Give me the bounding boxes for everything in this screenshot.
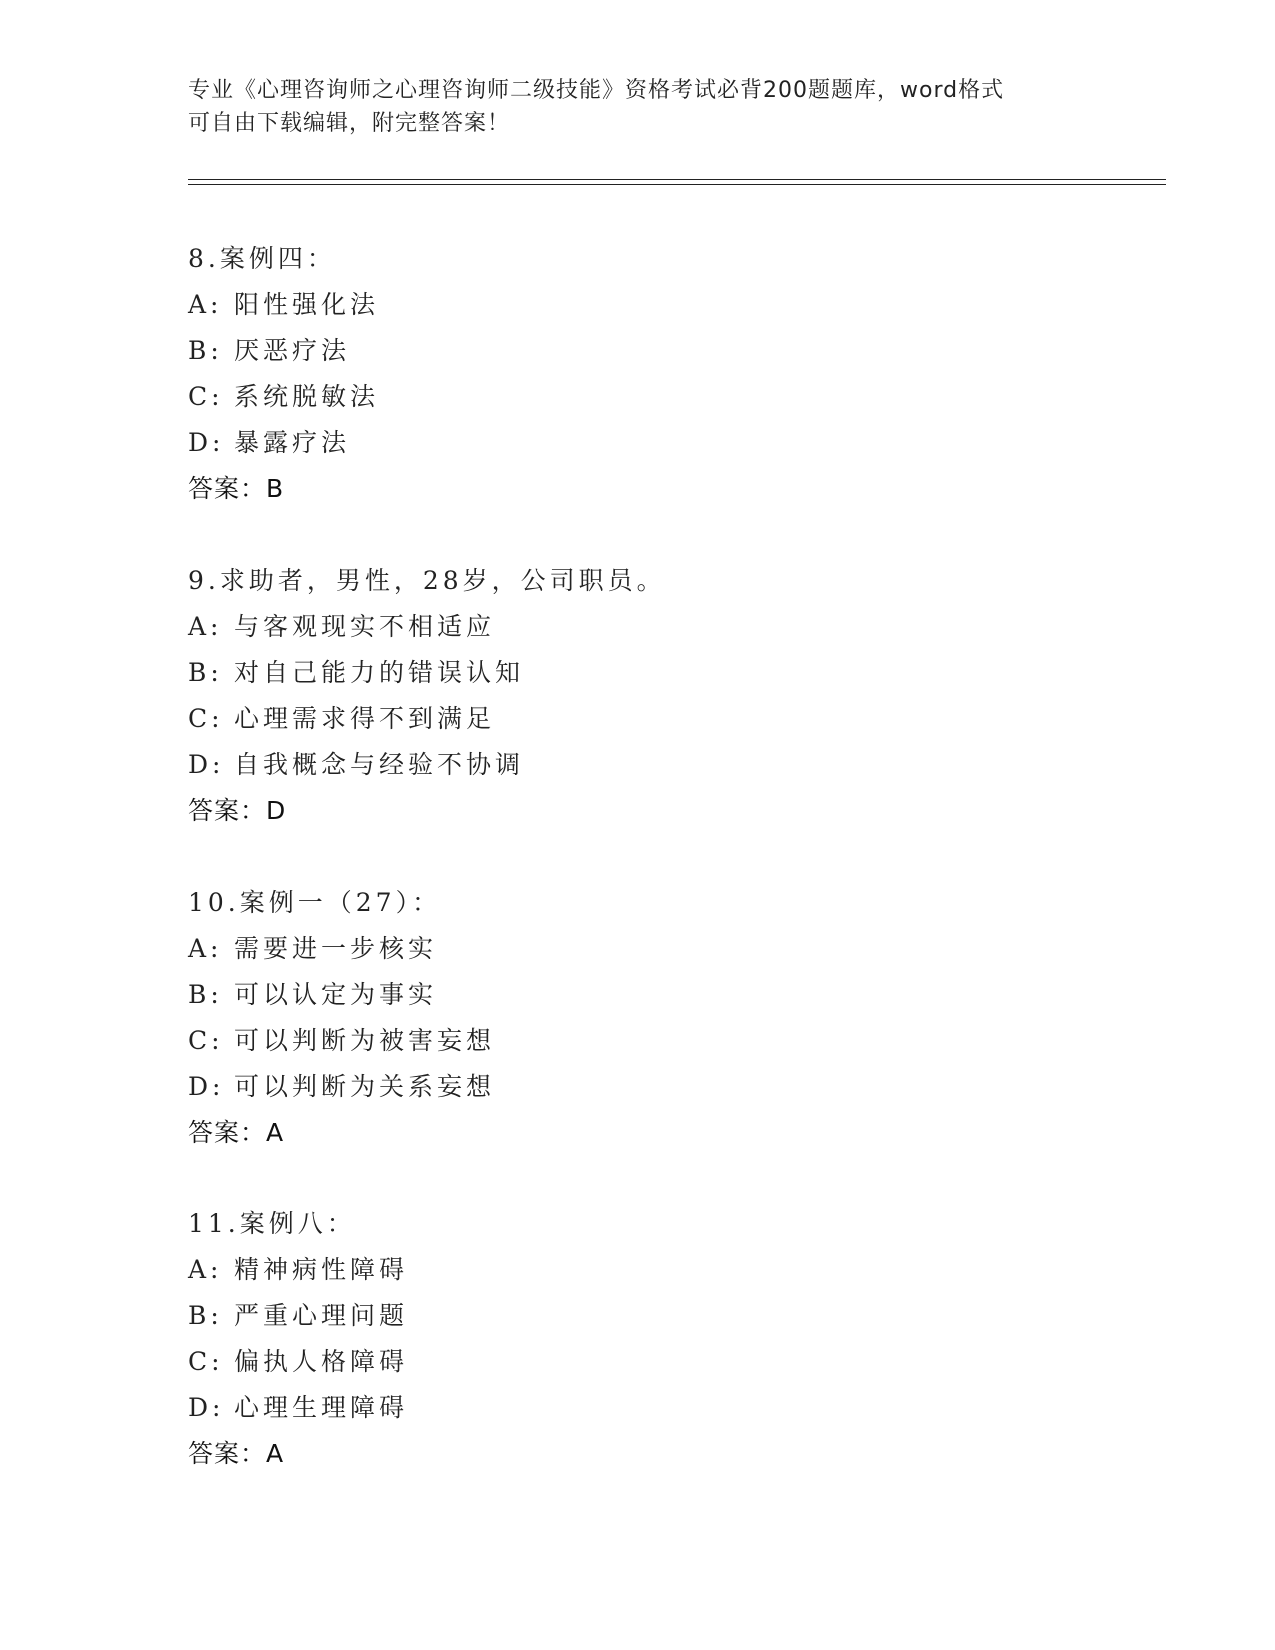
question-stem: 9.求助者，男性，28岁，公司职员。 bbox=[188, 566, 666, 595]
document-header bbox=[188, 74, 1088, 140]
option-d bbox=[188, 1385, 1088, 1431]
option-d bbox=[188, 1064, 1088, 1110]
option-text: 可以认定为事实 bbox=[234, 980, 438, 1009]
header-line-1: 专业《心理咨询师之心理咨询师二级技能》资格考试必背200题题库，word格式 bbox=[188, 78, 1005, 103]
option-letter: D: bbox=[188, 1072, 225, 1101]
option-text: 对自己能力的错误认知 bbox=[234, 658, 525, 687]
option-text: 系统脱敏法 bbox=[234, 382, 380, 411]
option-b bbox=[188, 328, 1088, 374]
option-c bbox=[188, 374, 1088, 420]
header-line-2: 可自由下载编辑，附完整答案！ bbox=[188, 111, 511, 136]
option-b bbox=[188, 972, 1088, 1018]
option-b bbox=[188, 650, 1088, 696]
option-text: 心理需求得不到满足 bbox=[234, 704, 496, 733]
option-text: 自我概念与经验不协调 bbox=[234, 750, 525, 779]
option-d bbox=[188, 420, 1088, 466]
option-text: 可以判断为被害妄想 bbox=[234, 1026, 496, 1055]
option-d bbox=[188, 742, 1088, 788]
option-text: 偏执人格障碍 bbox=[234, 1347, 409, 1376]
option-letter: D: bbox=[188, 1393, 225, 1422]
answer-line: 答案：A bbox=[188, 1439, 285, 1468]
option-text: 严重心理问题 bbox=[234, 1301, 409, 1330]
question-block bbox=[188, 236, 1088, 512]
option-text: 厌恶疗法 bbox=[234, 336, 351, 365]
option-c bbox=[188, 1339, 1088, 1385]
option-text: 与客观现实不相适应 bbox=[234, 612, 496, 641]
option-letter: A: bbox=[188, 934, 223, 963]
option-c bbox=[188, 696, 1088, 742]
option-a bbox=[188, 282, 1088, 328]
option-a bbox=[188, 926, 1088, 972]
option-letter: D: bbox=[188, 428, 225, 457]
question-stem: 10.案例一（27）： bbox=[188, 888, 442, 917]
option-letter: A: bbox=[188, 612, 223, 641]
option-c bbox=[188, 1018, 1088, 1064]
option-letter: C: bbox=[188, 704, 224, 733]
header-divider-bottom bbox=[188, 184, 1166, 185]
option-text: 精神病性障碍 bbox=[234, 1255, 409, 1284]
header-divider-top bbox=[188, 179, 1166, 180]
question-block bbox=[188, 880, 1088, 1156]
option-letter: D: bbox=[188, 750, 225, 779]
option-text: 暴露疗法 bbox=[234, 428, 351, 457]
option-letter: B: bbox=[188, 980, 223, 1009]
option-letter: B: bbox=[188, 658, 223, 687]
option-letter: A: bbox=[188, 290, 223, 319]
option-letter: A: bbox=[188, 1255, 223, 1284]
answer-line: 答案：D bbox=[188, 796, 287, 825]
option-letter: C: bbox=[188, 1026, 224, 1055]
option-letter: C: bbox=[188, 1347, 224, 1376]
option-text: 可以判断为关系妄想 bbox=[234, 1072, 496, 1101]
option-letter: B: bbox=[188, 1301, 223, 1330]
option-letter: B: bbox=[188, 336, 223, 365]
option-a bbox=[188, 1247, 1088, 1293]
option-text: 需要进一步核实 bbox=[234, 934, 438, 963]
option-a bbox=[188, 604, 1088, 650]
answer-line: 答案：A bbox=[188, 1118, 285, 1147]
option-letter: C: bbox=[188, 382, 224, 411]
question-block bbox=[188, 558, 1088, 834]
question-stem: 11.案例八： bbox=[188, 1209, 356, 1238]
option-b bbox=[188, 1293, 1088, 1339]
question-block bbox=[188, 1201, 1088, 1477]
answer-line: 答案：B bbox=[188, 474, 285, 503]
question-stem: 8.案例四： bbox=[188, 244, 336, 273]
option-text: 阳性强化法 bbox=[234, 290, 380, 319]
option-text: 心理生理障碍 bbox=[234, 1393, 409, 1422]
